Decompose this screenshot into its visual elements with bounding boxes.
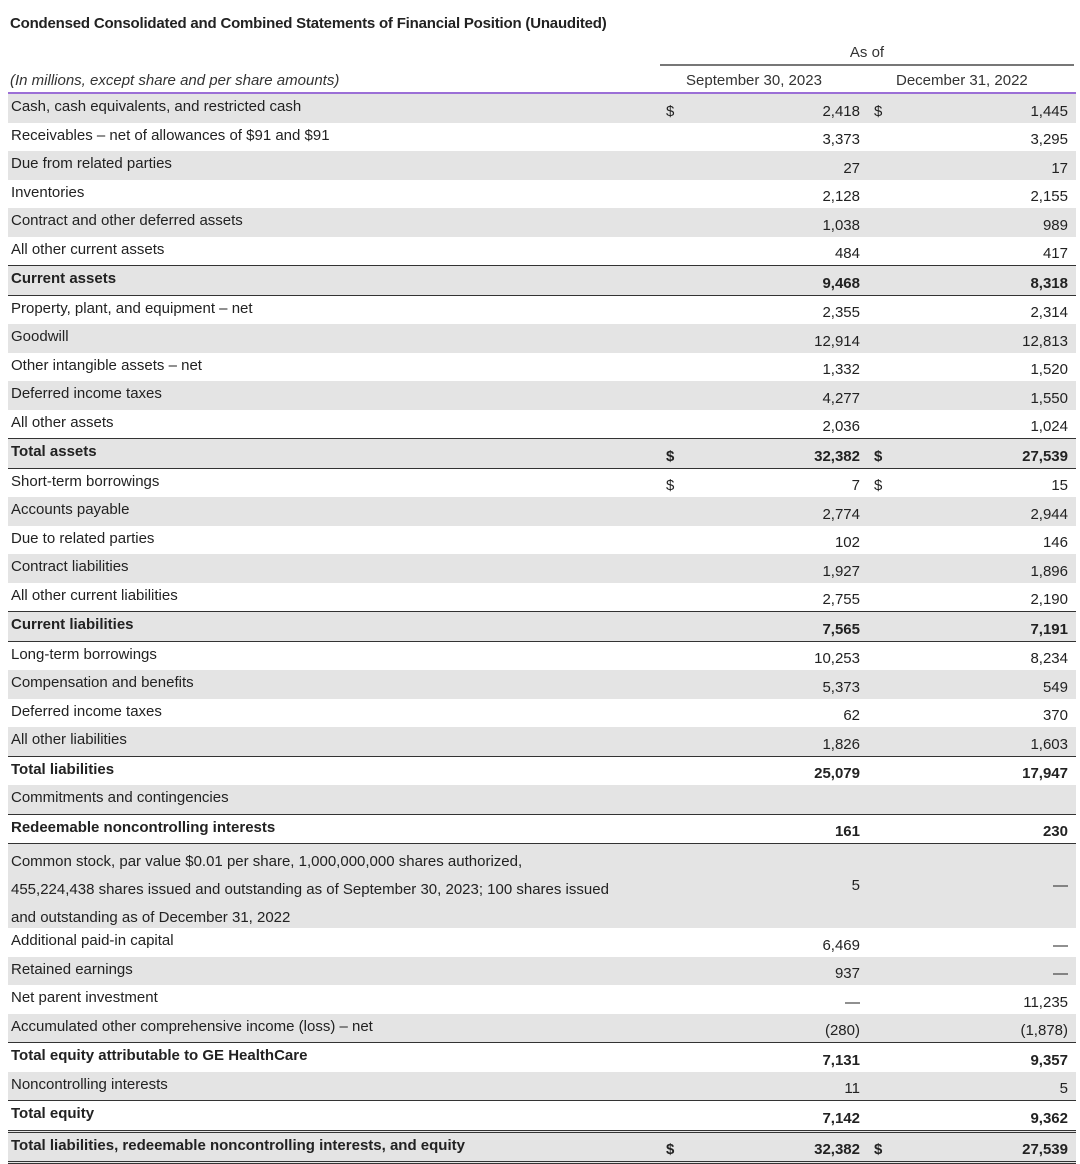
table-row [8, 785, 1076, 814]
value-dec-2022: 15 [1051, 477, 1068, 494]
value-sep-2023: 2,036 [822, 418, 860, 435]
value-sep-2023: — [845, 994, 860, 1011]
row-label: Other intangible assets – net [11, 353, 202, 379]
value-dec-2022: 7,191 [1030, 621, 1068, 638]
table-row [8, 699, 1076, 728]
value-sep-2023: 25,079 [814, 765, 860, 782]
as-of-header: As of [660, 44, 1074, 66]
table-row [8, 957, 1076, 986]
row-label: Due to related parties [11, 526, 154, 552]
row-label: Total equity attributable to GE HealthCare [11, 1043, 307, 1069]
row-label: Compensation and benefits [11, 670, 194, 696]
value-dec-2022: 1,550 [1030, 390, 1068, 407]
value-dec-2022: 146 [1043, 534, 1068, 551]
row-label: Inventories [11, 180, 84, 206]
table-row [8, 1042, 1076, 1072]
row-label: All other current assets [11, 237, 164, 263]
value-sep-2023: 1,332 [822, 361, 860, 378]
value-sep-2023: 9,468 [822, 275, 860, 292]
row-label: Total liabilities, redeemable noncontrolling interests, and equity [11, 1133, 465, 1159]
table-row [8, 468, 1076, 498]
value-dec-2022: (1,878) [1020, 1022, 1068, 1039]
value-dec-2022: 2,155 [1030, 188, 1068, 205]
value-dec-2022: — [1053, 877, 1068, 894]
table-row [8, 583, 1076, 612]
row-label: Total assets [11, 439, 97, 465]
value-sep-2023: 11 [844, 1080, 860, 1097]
value-sep-2023: 32,382 [814, 1141, 860, 1158]
currency-symbol: $ [666, 448, 674, 465]
value-dec-2022: — [1053, 937, 1068, 954]
value-dec-2022: 1,520 [1030, 361, 1068, 378]
value-sep-2023: 102 [835, 534, 860, 551]
table-row [8, 180, 1076, 209]
value-sep-2023: 32,382 [814, 448, 860, 465]
table-row [8, 1072, 1076, 1101]
row-label: Deferred income taxes [11, 699, 162, 725]
value-sep-2023: 4,277 [822, 390, 860, 407]
value-dec-2022: 8,234 [1030, 650, 1068, 667]
value-dec-2022: 17,947 [1022, 765, 1068, 782]
financial-table [8, 94, 1076, 1164]
value-sep-2023: 484 [835, 245, 860, 262]
value-dec-2022: 989 [1043, 217, 1068, 234]
row-label: Net parent investment [11, 985, 158, 1011]
value-dec-2022: 230 [1043, 823, 1068, 840]
row-label: All other current liabilities [11, 583, 178, 609]
table-row [8, 324, 1076, 353]
table-row [8, 438, 1076, 468]
table-row [8, 151, 1076, 180]
table-row [8, 554, 1076, 583]
row-label: Short-term borrowings [11, 469, 159, 495]
units-note: (In millions, except share and per share amounts) [10, 72, 339, 89]
row-label: Contract and other deferred assets [11, 208, 243, 234]
table-row [8, 295, 1076, 325]
row-label: Total liabilities [11, 757, 114, 783]
table-row [8, 526, 1076, 555]
statement-title: Condensed Consolidated and Combined Statements of Financial Position (Unaudited) [10, 15, 607, 32]
table-row [8, 611, 1076, 641]
column-header-dec-2022: December 31, 2022 [896, 72, 1028, 89]
row-label: Goodwill [11, 324, 69, 350]
row-label: Receivables – net of allowances of $91 and $91 [11, 123, 330, 149]
column-header-sep-2023: September 30, 2023 [686, 72, 822, 89]
table-row [8, 756, 1076, 786]
value-dec-2022: — [1053, 965, 1068, 982]
value-sep-2023: 1,826 [822, 736, 860, 753]
table-row [8, 814, 1076, 844]
row-label: All other assets [11, 410, 114, 436]
value-dec-2022: 2,944 [1030, 506, 1068, 523]
table-row [8, 237, 1076, 266]
currency-symbol: $ [874, 1141, 882, 1158]
value-dec-2022: 1,024 [1030, 418, 1068, 435]
value-dec-2022: 12,813 [1022, 333, 1068, 350]
row-label: Commitments and contingencies [11, 785, 229, 811]
value-sep-2023: 7 [852, 477, 860, 494]
value-sep-2023: 937 [835, 965, 860, 982]
row-label: Cash, cash equivalents, and restricted cash [11, 94, 301, 120]
value-dec-2022: 9,357 [1030, 1052, 1068, 1069]
row-label: All other liabilities [11, 727, 127, 753]
value-sep-2023: 7,131 [822, 1052, 860, 1069]
table-row [8, 208, 1076, 237]
row-label: Noncontrolling interests [11, 1072, 168, 1098]
currency-symbol: $ [666, 477, 674, 494]
value-sep-2023: 5 [852, 877, 860, 894]
table-row [8, 410, 1076, 439]
value-dec-2022: 370 [1043, 707, 1068, 724]
value-sep-2023: (280) [825, 1022, 860, 1039]
table-row [8, 928, 1076, 957]
row-label: Current assets [11, 266, 116, 292]
value-dec-2022: 417 [1043, 245, 1068, 262]
row-label: Retained earnings [11, 957, 133, 983]
value-dec-2022: 9,362 [1030, 1110, 1068, 1127]
row-label: Common stock, par value $0.01 per share, 1,000,000,000 shares authorized, 455,224,438 shares issued and outstanding as of September 30, 2023; 100 shares issued and outstanding as of December 31, 2022 [11, 848, 609, 932]
table-row [8, 1100, 1076, 1130]
table-row [8, 641, 1076, 671]
table-row [8, 1130, 1076, 1164]
value-dec-2022: 1,603 [1030, 736, 1068, 753]
currency-symbol: $ [666, 1141, 674, 1158]
value-sep-2023: 12,914 [814, 333, 860, 350]
row-label: Accumulated other comprehensive income (loss) – net [11, 1014, 373, 1040]
value-sep-2023: 6,469 [822, 937, 860, 954]
table-row [8, 94, 1076, 123]
currency-symbol: $ [666, 103, 674, 120]
value-sep-2023: 5,373 [822, 679, 860, 696]
currency-symbol: $ [874, 477, 882, 494]
table-row [8, 670, 1076, 699]
currency-symbol: $ [874, 103, 882, 120]
value-dec-2022: 549 [1043, 679, 1068, 696]
value-sep-2023: 2,128 [822, 188, 860, 205]
table-row [8, 265, 1076, 295]
row-label: Current liabilities [11, 612, 134, 638]
value-dec-2022: 2,314 [1030, 304, 1068, 321]
value-sep-2023: 2,755 [822, 591, 860, 608]
value-sep-2023: 2,418 [822, 103, 860, 120]
value-dec-2022: 17 [1051, 160, 1068, 177]
row-label: Long-term borrowings [11, 642, 157, 668]
value-sep-2023: 62 [843, 707, 860, 724]
value-sep-2023: 1,927 [822, 563, 860, 580]
value-dec-2022: 2,190 [1030, 591, 1068, 608]
table-row [8, 985, 1076, 1014]
table-row [8, 497, 1076, 526]
value-sep-2023: 3,373 [822, 131, 860, 148]
table-row [8, 727, 1076, 756]
value-dec-2022: 1,896 [1030, 563, 1068, 580]
table-row [8, 843, 1076, 928]
value-sep-2023: 2,774 [822, 506, 860, 523]
value-sep-2023: 2,355 [822, 304, 860, 321]
value-sep-2023: 1,038 [822, 217, 860, 234]
row-label: Property, plant, and equipment – net [11, 296, 253, 322]
value-sep-2023: 10,253 [814, 650, 860, 667]
value-dec-2022: 3,295 [1030, 131, 1068, 148]
row-label: Accounts payable [11, 497, 129, 523]
value-sep-2023: 7,142 [822, 1110, 860, 1127]
row-label: Redeemable noncontrolling interests [11, 815, 275, 841]
value-sep-2023: 161 [835, 823, 860, 840]
table-row [8, 123, 1076, 152]
row-label: Due from related parties [11, 151, 172, 177]
table-row [8, 353, 1076, 382]
value-dec-2022: 5 [1060, 1080, 1068, 1097]
value-sep-2023: 7,565 [822, 621, 860, 638]
row-label: Additional paid-in capital [11, 928, 174, 954]
table-row [8, 1014, 1076, 1043]
value-dec-2022: 8,318 [1030, 275, 1068, 292]
table-row [8, 381, 1076, 410]
row-label: Contract liabilities [11, 554, 129, 580]
currency-symbol: $ [874, 448, 882, 465]
value-dec-2022: 27,539 [1022, 1141, 1068, 1158]
value-dec-2022: 1,445 [1030, 103, 1068, 120]
value-dec-2022: 27,539 [1022, 448, 1068, 465]
value-sep-2023: 27 [843, 160, 860, 177]
value-dec-2022: 11,235 [1023, 994, 1068, 1011]
row-label: Total equity [11, 1101, 94, 1127]
row-label: Deferred income taxes [11, 381, 162, 407]
